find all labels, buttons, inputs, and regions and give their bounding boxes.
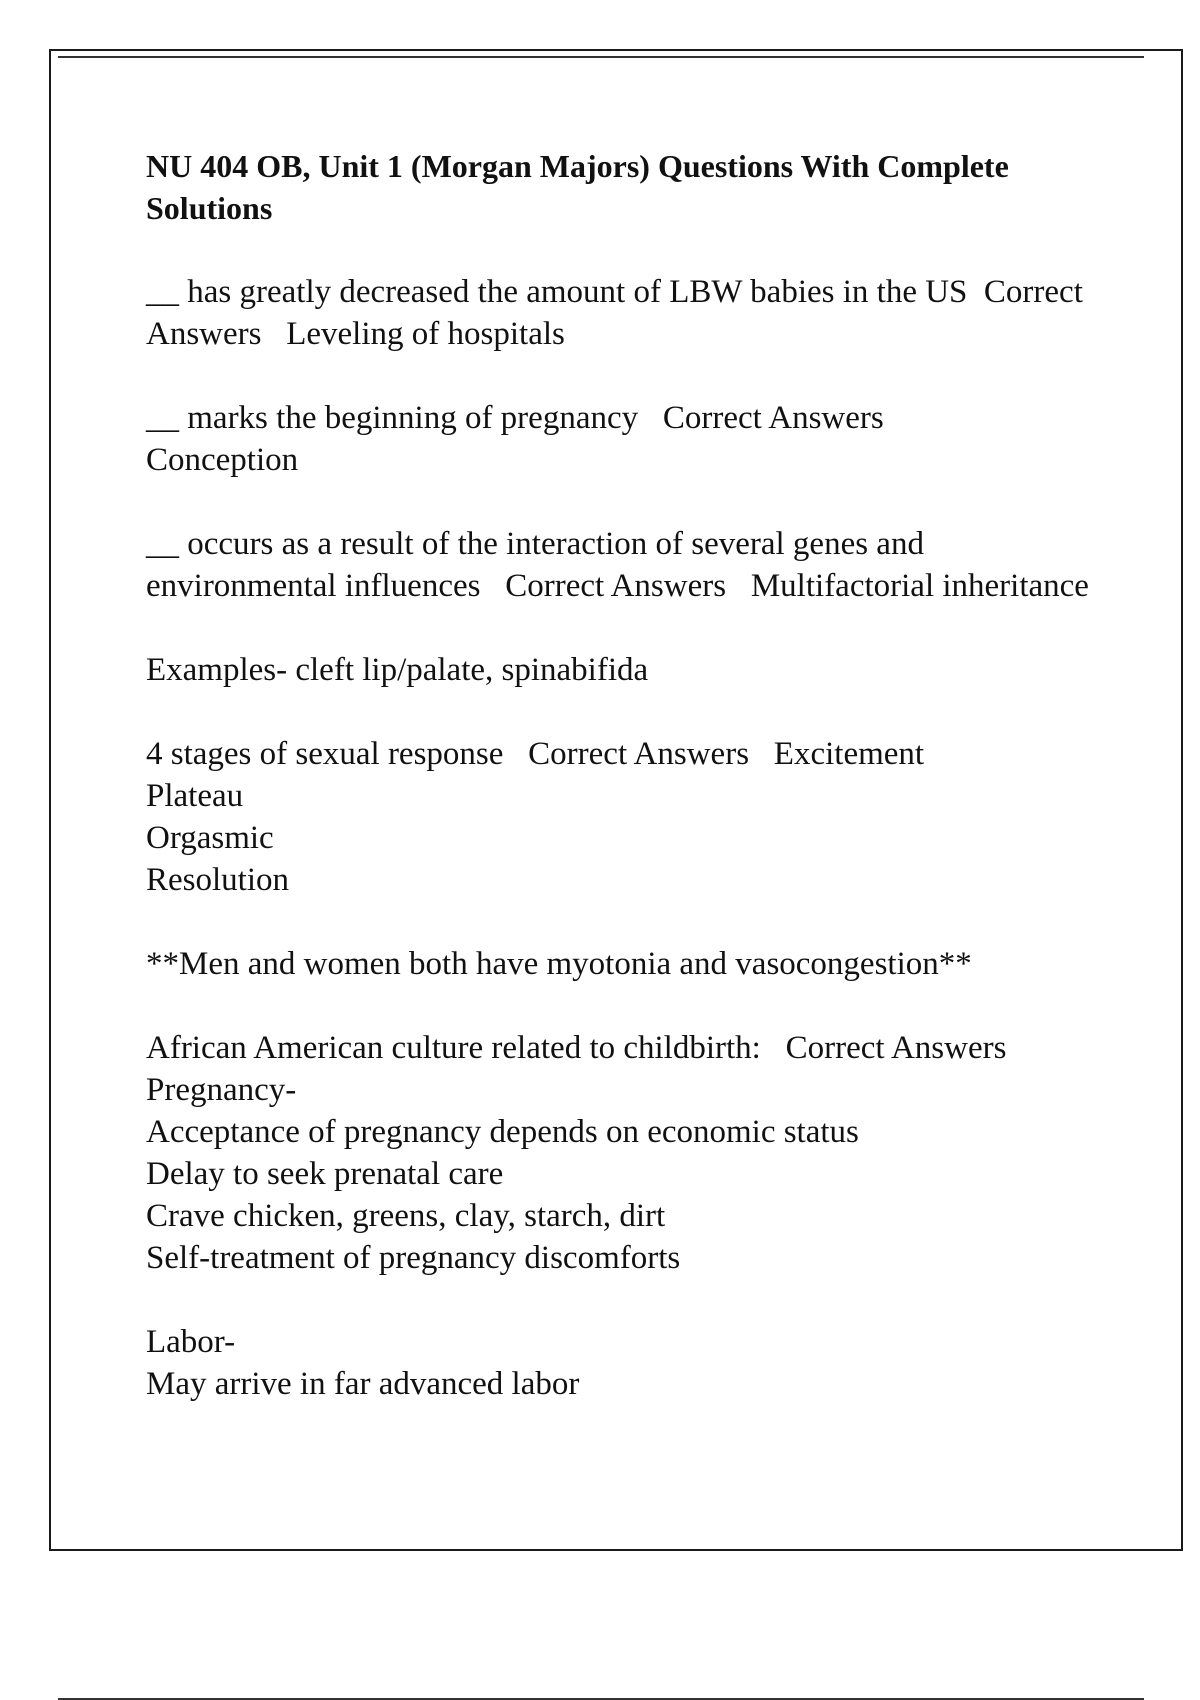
answer-text: Multifactorial inheritance (750, 568, 1089, 604)
note-item (146, 649, 1106, 691)
question-text: __ has greatly decreased the amount of LBW babies in the US (146, 274, 968, 310)
answer-text: Orgasmic (146, 820, 274, 856)
answer-text: Crave chicken, greens, clay, starch, dirt (146, 1198, 666, 1234)
answer-marker: Correct Answers (785, 1030, 1007, 1066)
answer-marker: Correct Answers (662, 400, 884, 436)
answer-text: Delay to seek prenatal care (146, 1156, 504, 1192)
question-text: __ marks the beginning of pregnancy (146, 400, 639, 436)
answer-text: Excitement (773, 736, 925, 772)
qa-item (146, 271, 1106, 355)
note-text: Examples- cleft lip/palate, spinabifida (146, 652, 649, 688)
note-text: May arrive in far advanced labor (146, 1366, 580, 1402)
note-text: Labor- (146, 1324, 236, 1360)
answer-marker: Correct Answers (528, 736, 750, 772)
note-text: **Men and women both have myotonia and vasocongestion** (146, 946, 972, 982)
answer-text: Conception (146, 442, 299, 478)
note-item (146, 943, 1106, 985)
note-item (146, 1321, 1106, 1405)
qa-item (146, 397, 1106, 481)
header-rule (58, 56, 1144, 58)
question-text: African American culture related to childbirth: (146, 1030, 761, 1066)
qa-item (146, 523, 1106, 607)
question-text: __ occurs as a result of the interaction of several genes and environmental influences (146, 526, 924, 604)
answer-text: Pregnancy- (146, 1072, 297, 1108)
document-body (146, 145, 1106, 1447)
qa-item (146, 733, 1106, 901)
answer-text: Leveling of hospitals (286, 316, 565, 352)
answer-marker: Correct Answers (505, 568, 727, 604)
answer-text: Self-treatment of pregnancy discomforts (146, 1240, 681, 1276)
answer-text: Plateau (146, 778, 244, 814)
qa-item (146, 1027, 1106, 1279)
document-title: NU 404 OB, Unit 1 (Morgan Majors) Questions With Complete Solutions (146, 148, 1009, 226)
question-text: 4 stages of sexual response (146, 736, 504, 772)
answer-marker: Correct Answers (146, 274, 1083, 352)
answer-text: Resolution (146, 862, 290, 898)
answer-text: Acceptance of pregnancy depends on economic status (146, 1114, 859, 1150)
